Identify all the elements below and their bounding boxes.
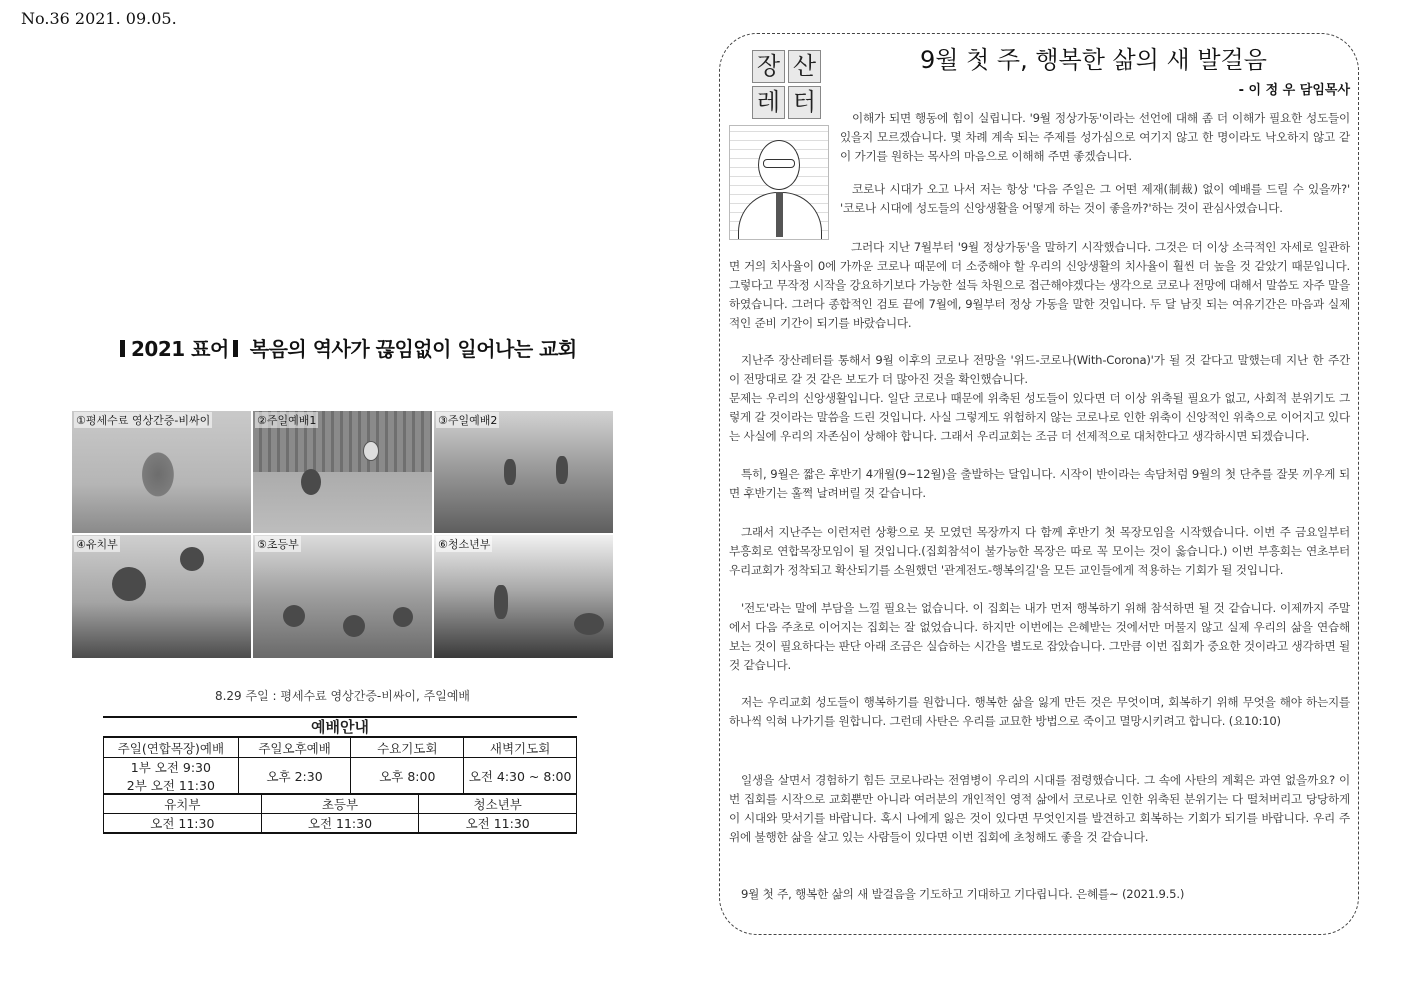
photo-caption-4: ④유치부 (76, 538, 118, 551)
letter-paragraph: 그래서 지난주는 이런저런 상황으로 못 모였던 목장까지 다 함께 후반기 첫 목장모임을 시작했습니다. 이번 주 금요일부터 부흥회로 연합목장모임이 될 것입니다.(집회참석이 불가능한 목장은 따로 꼭 모이는 것이 옳습니다.) 이번 부흥회는 연초부터 우리교회가 정착되고 확산되기를 소원했던 '관계전도-행복의길'을 모든 교인들에게 적용하는 기회가 될 것입니다. (729, 525, 1350, 577)
letter-stamp-char: 장 (752, 50, 785, 83)
worship-header: 주일오후예배 (238, 738, 351, 758)
letter-paragraph: 저는 우리교회 성도들이 행복하기를 원합니다. 행복한 삶을 잃게 만든 것은 무엇이며, 회복하기 위해 무엇을 해야 하는지를 하나씩 익혀 나가기를 원합니다. 그런데 사탄은 우리를 교묘한 방법으로 죽이고 멸망시키려고 합니다. (요10:10) (729, 695, 1350, 728)
photo-video-testimony (71, 410, 252, 534)
dept-time: 오전 11:30 (104, 814, 262, 834)
photo-grid (71, 410, 614, 659)
letter-paragraph: 특히, 9월은 짧은 후반기 4개월(9~12월)을 출발하는 달입니다. 시작이 반이라는 속담처럼 9월의 첫 단추를 잘못 끼우게 되면 후반기는 훌쩍 날려버릴 것 같습니다. (729, 467, 1350, 500)
worship-time: 오후 8:00 (351, 758, 464, 795)
pastor-portrait-sketch (729, 125, 829, 240)
church-motto (120, 333, 580, 362)
dept-time: 오전 11:30 (419, 814, 577, 834)
letter-stamp-char: 터 (788, 86, 821, 119)
worship-time: 1부 오전 9:30 2부 오전 11:30 (104, 758, 239, 795)
letter-author: - 이 정 우 담임목사 (1238, 83, 1350, 98)
letter-paragraph: 일생을 살면서 경험하기 힘든 코로나라는 전염병이 우리의 시대를 점령했습니다. 그 속에 사탄의 계획은 과연 없을까요? 이번 집회를 시작으로 교회뿐만 아니라 여러분의 개인적인 영적 삶에서 코로나로 인한 위축된 분위기는 다 떨쳐버리고 당당하게 이 시대와 맞서기를 바랍니다. 혹시 나에게 잃은 것이 있다면 무엇인지를 발견하고 회복하는 기회가 되기를 바랍니다. 우리 주위에 불행한 삶을 살고 있는 사람들이 있다면 이번 집회에 초청해도 좋을 것 같습니다. (729, 773, 1350, 844)
letter-stamp-char: 레 (752, 86, 785, 119)
worship-time: 오전 4:30 ~ 8:00 (464, 758, 577, 795)
worship-guide-title: 예배안내 (103, 716, 577, 737)
photo-caption-1: ①평세수료 영상간증-비싸이 (76, 414, 211, 427)
photo-youth (433, 534, 614, 659)
letter-paragraph: 코로나 시대가 오고 나서 저는 항상 '다음 주일은 그 어떤 제재(制裁) 없이 예배를 드릴 수 있을까?' '코로나 시대에 성도들의 신앙생활을 어떻게 하는 것이 좋을까?'하는 것이 관심사였습니다. (840, 182, 1350, 215)
dept-time: 오전 11:30 (261, 814, 419, 834)
motto-bar-icon (120, 340, 125, 357)
worship-schedule-table (103, 737, 577, 795)
worship-header: 수요기도회 (351, 738, 464, 758)
photo-caption-6: ⑥청소년부 (438, 538, 491, 551)
motto-label: 2021 표어 (131, 337, 229, 361)
dept-header: 초등부 (261, 794, 419, 814)
photo-description: 8.29 주일 : 평세수료 영상간증-비싸이, 주일예배 (214, 689, 471, 703)
letter-paragraph: 9월 첫 주, 행복한 삶의 새 발걸음을 기도하고 기대하고 기다립니다. 은혜를~ (2021.9.5.) (741, 887, 1185, 901)
letter-paragraph: 이해가 되면 행동에 힘이 실립니다. '9월 정상가동'이라는 선언에 대해 좀 더 이해가 필요한 성도들이 있을지 모르겠습니다. 몇 차례 계속 되는 주제를 성가심으로 여기지 않고 한 명이라도 낙오하지 않고 같이 가기를 원하는 목사의 마음으로 이해해 주면 좋겠습니다. (840, 111, 1350, 163)
letter-paragraph: 지난주 장산레터를 통해서 9월 이후의 코로나 전망을 '위드-코로나(With-Corona)'가 될 것 같다고 말했는데 지난 한 주간 이 전망대로 갈 것 같은 보도가 더 많아진 것을 확인했습니다. (729, 353, 1350, 386)
worship-header: 새벽기도회 (464, 738, 577, 758)
photo-caption-5: ⑤초등부 (257, 538, 299, 551)
worship-header: 주일(연합목장)예배 (104, 738, 239, 758)
photo-elementary (252, 534, 433, 659)
motto-text: 복음의 역사가 끊임없이 일어나는 교회 (249, 337, 577, 361)
photo-sunday-worship-2 (433, 410, 614, 534)
letter-paragraph: 그러다 지난 7월부터 '9월 정상가동'을 말하기 시작했습니다. 그것은 더 이상 소극적인 자세로 일관하면 거의 치사율이 0에 가까운 코로나 때문에 더 소중해야 할 우리의 신앙생활의 치사율이 훨씬 더 높을 것 같았기 때문입니다. 그렇다고 무작정 시작을 강요하기보다 가능한 설득 차원으로 접근해야겠다는 생각으로 코로나 전망에 대해서 말씀도 자주 말을 하였습니다. 그러다 종합적인 검토 끝에 7월에, 9월부터 정상 가동을 말한 것입니다. 두 달 남짓 되는 여유기간은 마음과 실제적인 준비 기간이 되기를 바랐습니다. (729, 240, 1350, 330)
photo-kindergarten (71, 534, 252, 659)
letter-stamp-char: 산 (788, 50, 821, 83)
dept-header: 청소년부 (419, 794, 577, 814)
dept-header: 유치부 (104, 794, 262, 814)
letter-title: 9월 첫 주, 행복한 삶의 새 발걸음 (920, 46, 1267, 74)
motto-bar-icon (233, 340, 238, 357)
worship-time: 오후 2:30 (238, 758, 351, 795)
department-schedule-table (103, 793, 577, 834)
letter-paragraph: '전도'라는 말에 부담을 느낄 필요는 없습니다. 이 집회는 내가 먼저 행복하기 위해 참석하면 될 것 같습니다. 이제까지 주말에서 다음 주초로 이어지는 집회는 잘 없었습니다. 하지만 이번에는 은혜받는 것에서만 머물지 않고 실제 우리의 삶을 연습해 보는 것이 필요하다는 판단 아래 조금은 실습하는 시간을 별도로 잡았습니다. 그만큼 이번 집회가 중요한 것이라고 생각하면 될 것 같습니다. (729, 601, 1350, 672)
letter-paragraph: 문제는 우리의 신앙생활입니다. 일단 코로나 때문에 위축된 성도들이 있다면 더 이상 위축될 필요가 없고, 사회적 분위기도 그렇게 갈 것이라는 말씀을 드린 것입니다. 사실 그렇게도 위험하지 않는 코로나로 인한 위축이 신앙적인 위축으로 이어지고 있다는 사실에 우리의 자존심이 상해야 합니다. 그래서 우리교회는 조금 더 선제적으로 대처한다고 생각하시면 되겠습니다. (729, 391, 1350, 443)
photo-caption-2: ②주일예배1 (257, 414, 317, 427)
issue-number: No.36 2021. 09.05. (21, 9, 177, 28)
photo-caption-3: ③주일예배2 (438, 414, 498, 427)
photo-sunday-worship-1 (252, 410, 433, 534)
